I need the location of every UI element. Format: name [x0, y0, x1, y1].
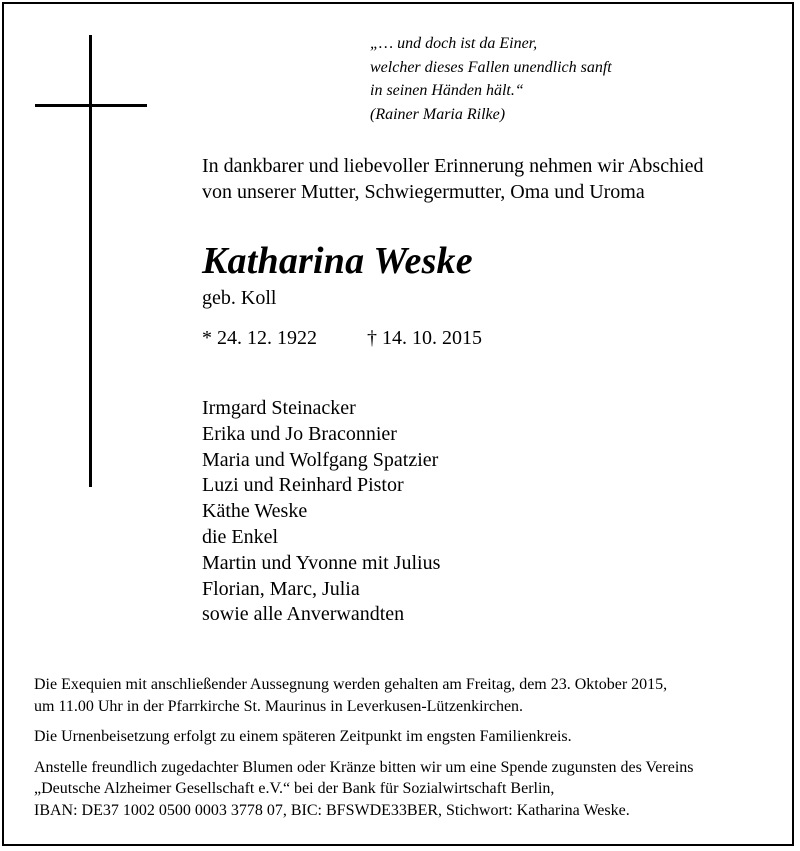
intro-text	[202, 153, 704, 205]
deceased-name: Katharina Weske	[202, 240, 473, 282]
mourner-entry: Florian, Marc, Julia	[202, 577, 360, 600]
mourner-entry: Erika und Jo Braconnier	[202, 422, 397, 445]
mourners-list	[202, 396, 440, 628]
cross-icon-vertical-bar	[89, 35, 92, 487]
cross-icon-horizontal-bar	[35, 104, 147, 107]
mourner-entry: Irmgard Steinacker	[202, 397, 356, 419]
quote-line: „… und doch ist da Einer,	[370, 35, 538, 52]
mourner-entry: sowie alle Anverwandten	[202, 603, 405, 626]
quote-attribution: (Rainer Maria Rilke)	[370, 105, 506, 123]
exequies-line: um 11.00 Uhr in der Pfarrkirche St. Maurinus in Leverkusen-Lützenkirchen.	[34, 697, 524, 715]
quote-line: in seinen Händen hält.“	[370, 82, 524, 99]
birth-name: geb. Koll	[202, 287, 277, 309]
intro-line: In dankbarer und liebevoller Erinnerung nehmen wir Abschied	[202, 155, 704, 177]
donation-line: Anstelle freundlich zugedachter Blumen oder Kränze bitten wir um eine Spende zugunsten des Vereins	[34, 758, 694, 776]
mourner-entry: Martin und Yvonne mit Julius	[202, 551, 441, 574]
donation-bank-details: IBAN: DE37 1002 0500 0003 3778 07, BIC: BFSWDE33BER, Stichwort: Katharina Weske.	[34, 801, 630, 819]
urn-burial-line: Die Urnenbeisetzung erfolgt zu einem späteren Zeitpunkt im engsten Familienkreis.	[34, 728, 572, 745]
intro-line: von unserer Mutter, Schwiegermutter, Oma und Uroma	[202, 181, 645, 203]
mourner-entry: Maria und Wolfgang Spatzier	[202, 448, 439, 471]
rilke-quote	[370, 32, 612, 126]
quote-line: welcher dieses Fallen unendlich sanft	[370, 58, 612, 76]
birth-date: * 24. 12. 1922	[202, 327, 317, 349]
mourner-entry: Luzi und Reinhard Pistor	[202, 474, 404, 497]
death-date: † 14. 10. 2015	[367, 327, 482, 349]
donation-line: „Deutsche Alzheimer Gesellschaft e.V.“ bei der Bank für Sozialwirtschaft Berlin,	[34, 780, 555, 797]
mourner-entry: die Enkel	[202, 525, 279, 548]
mourner-entry: Käthe Weske	[202, 500, 308, 523]
exequies-line: Die Exequien mit anschließender Aussegnung werden gehalten am Freitag, dem 23. Oktober 2015,	[34, 676, 668, 693]
funeral-notice	[34, 674, 694, 821]
